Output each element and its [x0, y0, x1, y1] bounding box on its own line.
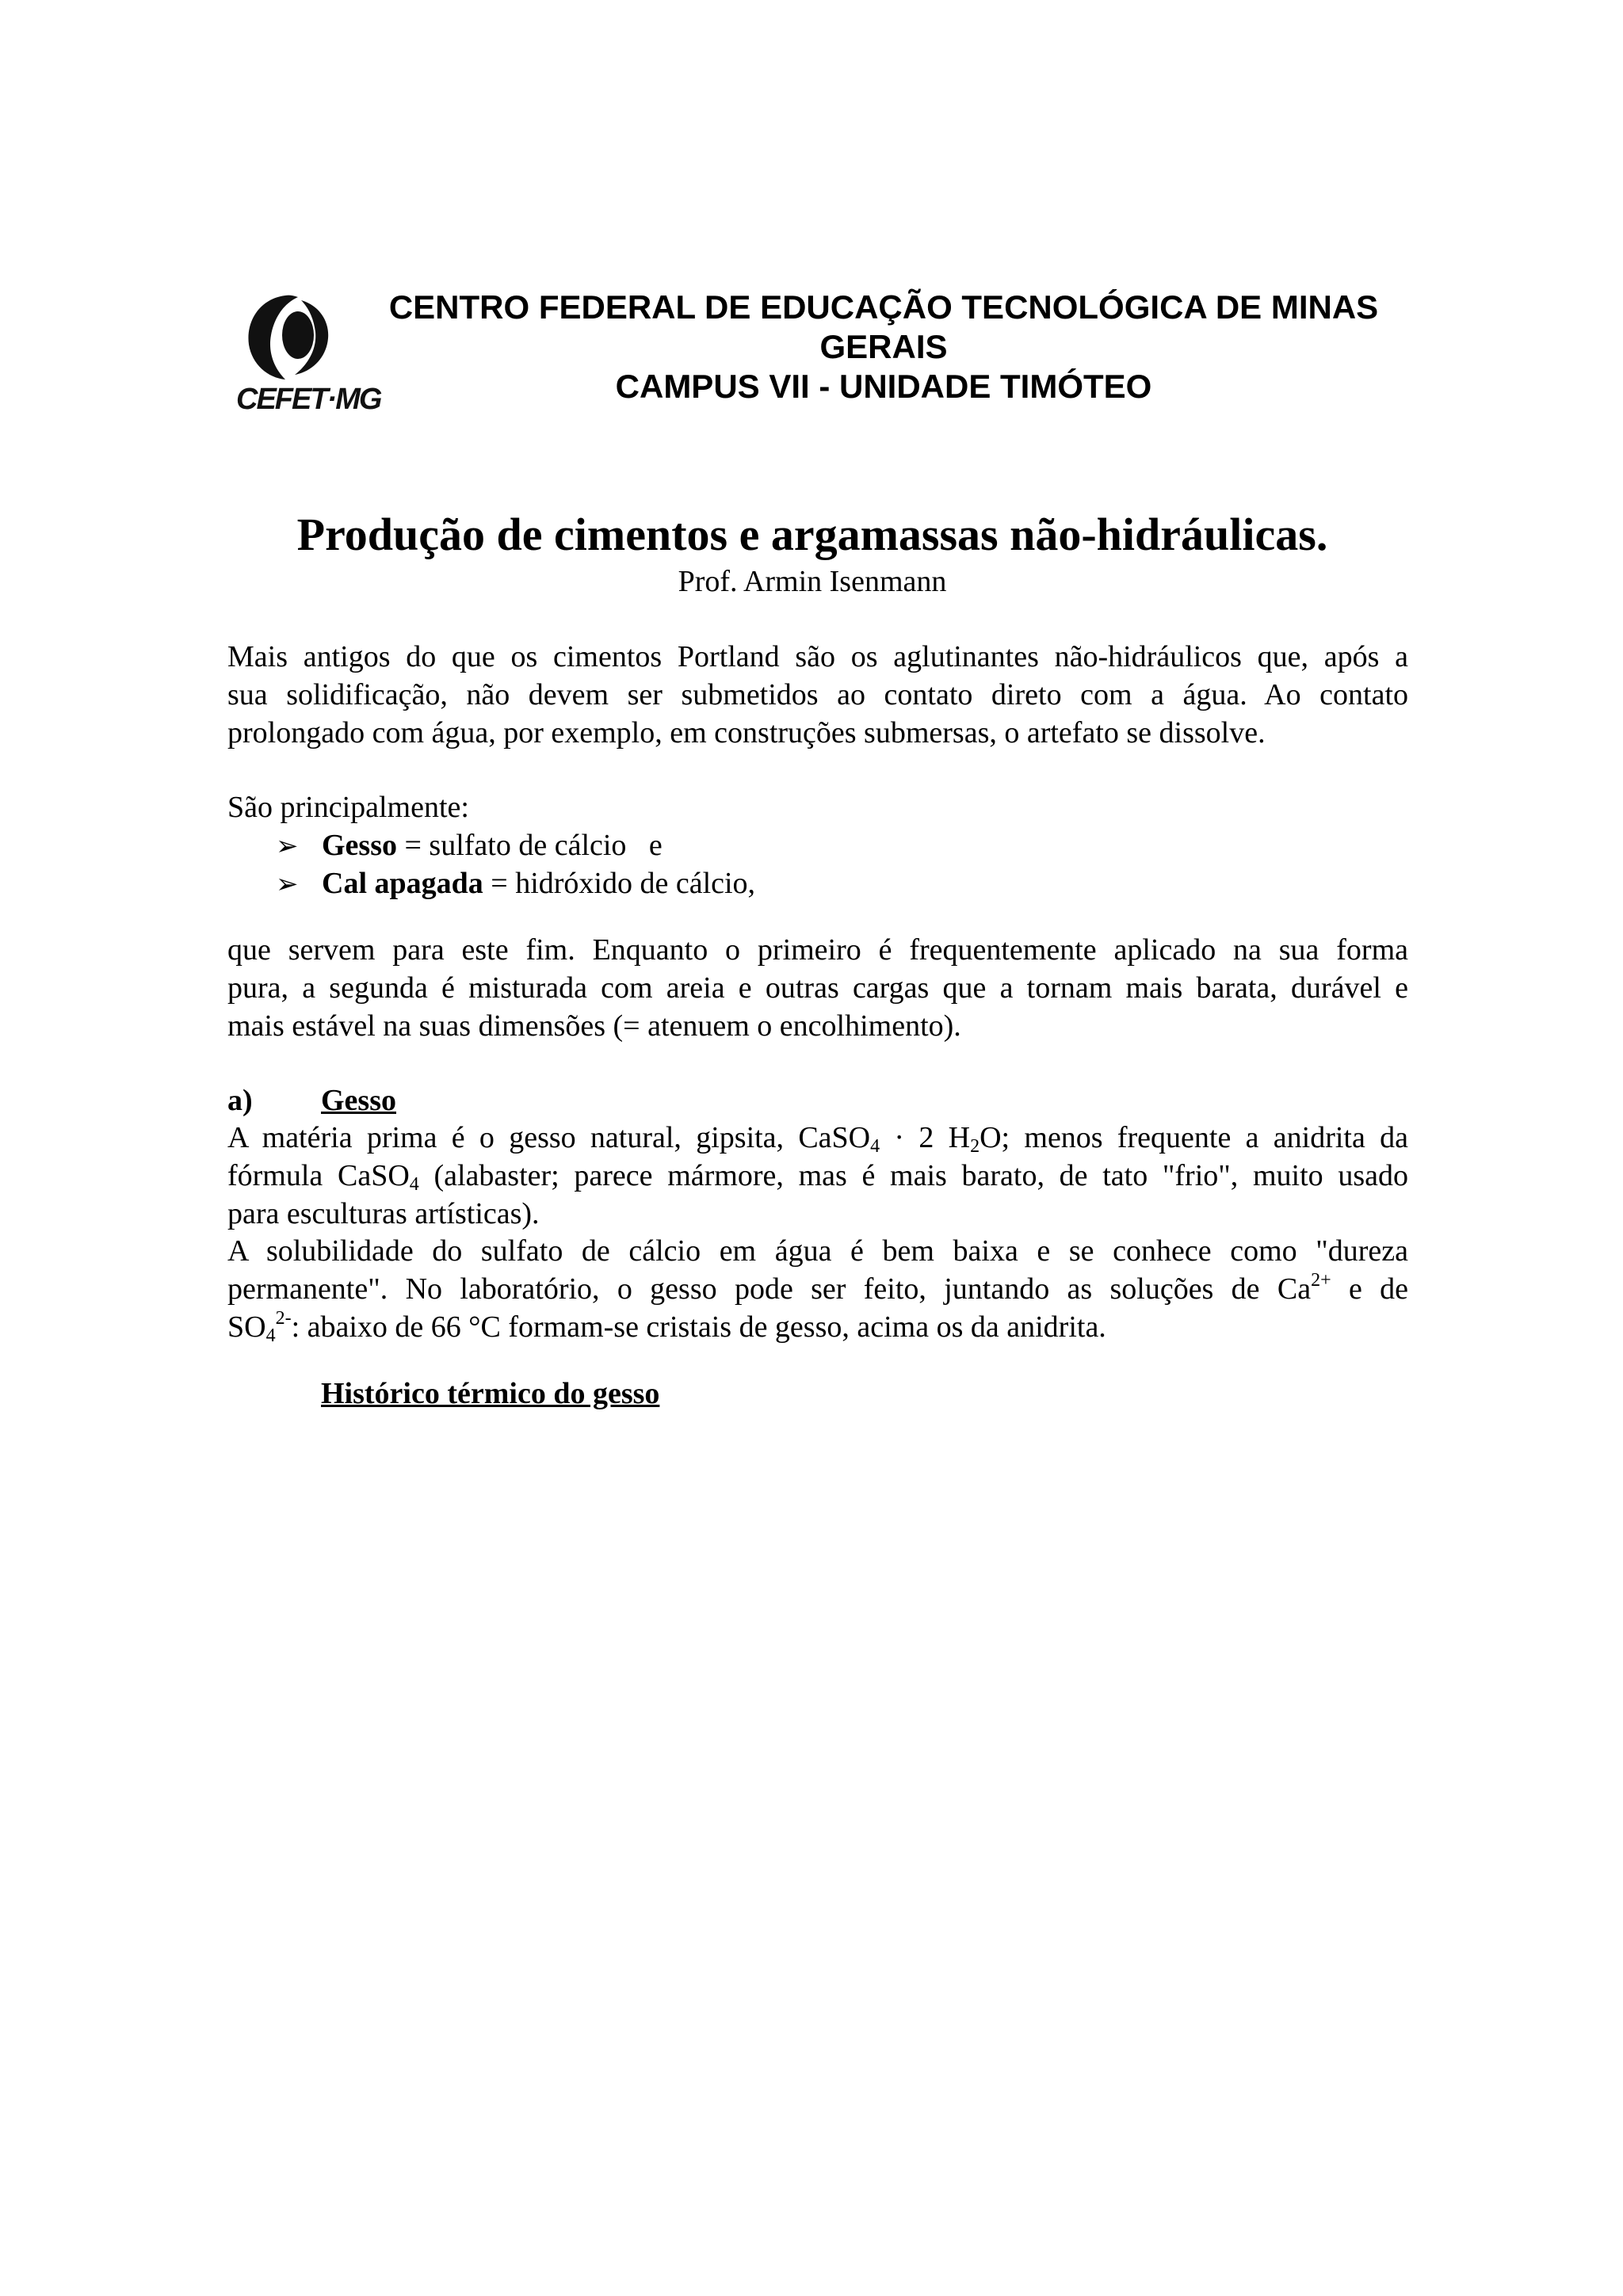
intro-paragraph — [227, 638, 1408, 752]
solubility-line-3: $SO_4^{2-}$: abaixo de 66 °C formam-se cristais de gesso, acima os da anidrita. — [227, 1308, 1106, 1346]
institution-line-1: CENTRO FEDERAL DE EDUCAÇÃO TECNOLÓGICA DE MINAS — [388, 288, 1379, 326]
logo-text: CEFET·MG — [236, 383, 381, 416]
bullet-text: = sulfato de cálcio e — [397, 829, 663, 862]
section-heading-a — [227, 1081, 396, 1119]
principal-text: São principalmente: — [227, 791, 469, 824]
author: Prof. Armin Isenmann — [678, 565, 947, 598]
gesso-line-1: A matéria prima é o gesso natural, gipsita, CaSO$_4$ · 2 $H_2O$; menos frequente a anidrita da — [227, 1121, 1408, 1157]
cefet-mg-logo — [236, 289, 381, 420]
bullet-list — [276, 826, 755, 902]
document-title: Produção de cimentos e argamassas não-hidráulicas. — [296, 509, 1328, 560]
principal-label — [227, 788, 1408, 826]
institution-line-2: GERAIS — [819, 328, 948, 365]
intro-line-1: Mais antigos do que os cimentos Portland são os aglutinantes não-hidráulicos que, após a — [227, 640, 1408, 673]
bullet-term: Gesso — [322, 829, 397, 862]
campus-line: CAMPUS VII - UNIDADE TIMÓTEO — [615, 368, 1152, 405]
arrow-bullet-icon: ➢ — [276, 870, 299, 899]
usage-line-1: que servem para este fim. Enquanto o primeiro é frequentemente aplicado na sua forma — [227, 933, 1408, 967]
arrow-bullet-icon: ➢ — [276, 832, 299, 861]
intro-line-2: sua solidificação, não devem ser submetidos ao contato direto com a água. Ao contato — [227, 678, 1408, 711]
usage-paragraph — [227, 931, 1408, 1045]
section-letter: a) — [227, 1084, 253, 1117]
solubility-line-2: permanente". No laboratório, o gesso pode ser feito, juntando as soluções de $Ca^{2+}$ e de — [227, 1270, 1408, 1306]
bullet-term: Cal apagada — [322, 867, 483, 900]
usage-line-2: pura, a segunda é misturada com areia e outras cargas que a tornam mais barata, durável e — [227, 971, 1408, 1005]
gesso-paragraph — [227, 1119, 1408, 1233]
subsection-heading: Histórico térmico do gesso — [321, 1377, 660, 1410]
list-item — [276, 864, 755, 902]
logo-emblem-icon — [236, 289, 339, 384]
usage-line-3: mais estável na suas dimensões (= atenuem o encolhimento). — [227, 1009, 961, 1043]
solubility-paragraph — [227, 1232, 1408, 1346]
intro-line-3: prolongado com água, por exemplo, em construções submersas, o artefato se dissolve. — [227, 716, 1266, 749]
list-item — [276, 826, 755, 864]
solubility-line-1: A solubilidade do sulfato de cálcio em água é bem baixa e se conhece como "dureza — [227, 1234, 1408, 1268]
bullet-text: = hidróxido de cálcio, — [483, 867, 756, 900]
gesso-line-2: fórmula CaSO$_4$ (alabaster; parece mármore, mas é mais barato, de tato "frio", muito usado — [227, 1159, 1408, 1195]
gesso-line-3: para esculturas artísticas). — [227, 1197, 540, 1230]
section-name: Gesso — [321, 1084, 396, 1117]
